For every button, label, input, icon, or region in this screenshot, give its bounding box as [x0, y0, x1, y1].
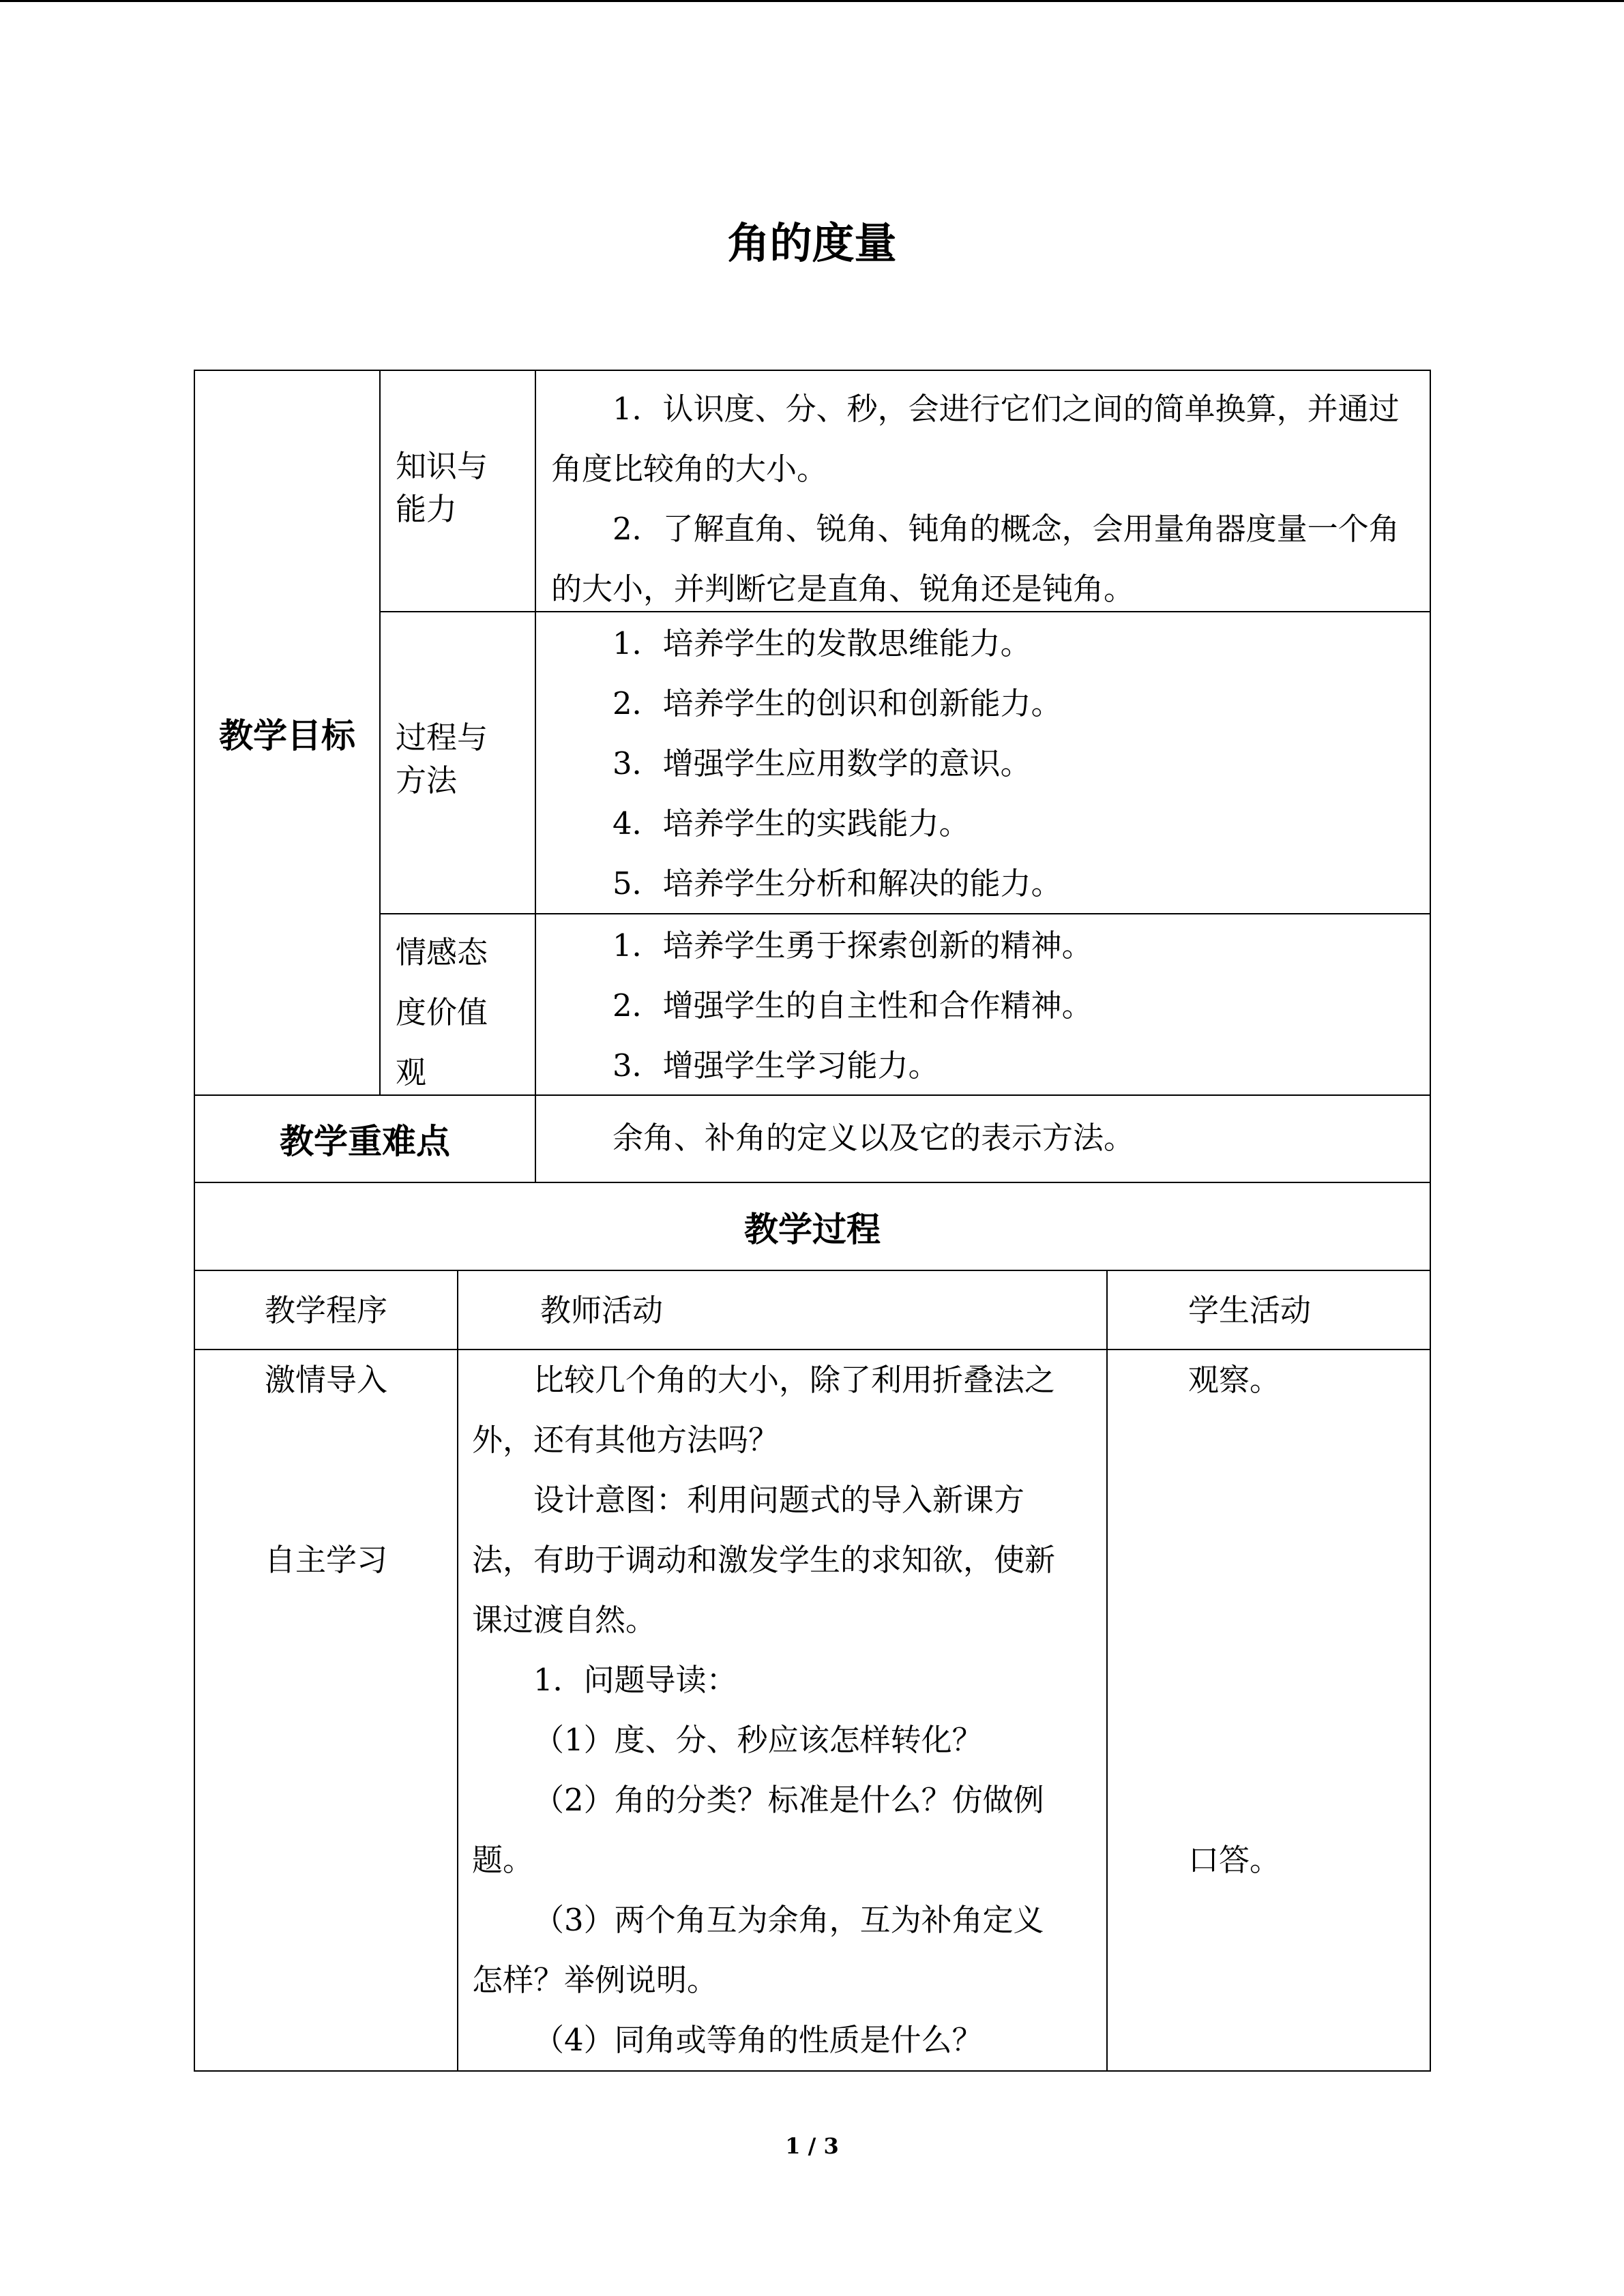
objective-label-cell-2 — [379, 611, 536, 914]
objective-label-2-line-2: 方法 — [396, 762, 458, 799]
objective-label-3-line-1: 情感态 — [396, 934, 488, 970]
key-points-header: 教学重难点 — [280, 1122, 450, 1161]
objective-label-cell-3 — [379, 913, 536, 1096]
teacher-paragraph: （3）两个角互为余角，互为补角定义怎样？举例说明。 — [472, 1902, 1044, 1998]
objective-item: 3．增强学生学习能力。 — [612, 1047, 939, 1084]
teacher-paragraph: 设计意图：利用问题式的导入新课方法，有助于调动和激发学生的求知欲，使新课过渡自然。 — [472, 1482, 1056, 1638]
objective-content-cell-1 — [535, 370, 1431, 612]
teacher-paragraph: （1）度、分、秒应该怎样转化？ — [533, 1722, 983, 1758]
objective-item: 2．增强学生的自主性和合作精神。 — [612, 987, 1093, 1024]
key-points-content-cell — [535, 1094, 1431, 1183]
objective-item: 3．增强学生应用数学的意识。 — [612, 745, 1031, 781]
student-activity-cell — [1106, 1349, 1431, 2072]
column-header-cell-student — [1106, 1270, 1431, 1350]
student-item: 口答。 — [1188, 1842, 1281, 1878]
objective-item: 2．培养学生的创识和创新能力。 — [612, 685, 1062, 721]
objective-item: 1．认识度、分、秒，会进行它们之间的简单换算，并通过角度比较角的大小。 — [551, 391, 1400, 487]
column-header-cell-program — [194, 1270, 458, 1350]
stage-label: 自主学习 — [264, 1542, 387, 1578]
page-number: 1 / 3 — [785, 2133, 839, 2159]
teacher-activity-cell — [457, 1349, 1108, 2072]
objective-label-1-line-1: 知识与 — [396, 448, 488, 484]
student-item: 观察。 — [1188, 1362, 1281, 1398]
objective-item: 5．培养学生分析和解决的能力。 — [612, 865, 1062, 901]
teacher-paragraph: 1．问题导读： — [533, 1662, 737, 1698]
objectives-header-cell — [194, 370, 381, 1096]
key-points-text: 余角、补角的定义以及它的表示方法。 — [612, 1120, 1135, 1156]
objective-label-1-line-2: 能力 — [396, 491, 458, 527]
column-header-program: 教学程序 — [264, 1292, 387, 1328]
objectives-header: 教学目标 — [219, 715, 355, 756]
top-border-line — [0, 0, 1624, 2]
page-title: 角的度量 — [727, 218, 897, 268]
teacher-paragraph: （4）同角或等角的性质是什么？ — [533, 2022, 983, 2058]
objective-item: 4．培养学生的实践能力。 — [612, 805, 970, 841]
process-header-cell — [194, 1182, 1431, 1271]
objective-content-cell-2 — [535, 611, 1431, 914]
objective-label-2-line-1: 过程与 — [396, 719, 488, 756]
column-header-student: 学生活动 — [1188, 1292, 1312, 1328]
stage-cell — [194, 1349, 458, 2072]
objective-item: 1．培养学生的发散思维能力。 — [612, 625, 1031, 661]
key-points-header-cell — [194, 1094, 536, 1183]
objective-label-cell-1 — [379, 370, 536, 612]
objective-content-cell-3 — [535, 913, 1431, 1096]
column-header-cell-teacher — [457, 1270, 1108, 1350]
teacher-paragraph: 比较几个角的大小，除了利用折叠法之外，还有其他方法吗？ — [472, 1362, 1056, 1458]
objective-item: 2．了解直角、锐角、钝角的概念，会用量角器度量一个角的大小，并判断它是直角、锐角还是钝角。 — [551, 511, 1400, 607]
process-header: 教学过程 — [744, 1209, 881, 1249]
teacher-paragraph: （2）角的分类？标准是什么？仿做例题。 — [472, 1782, 1044, 1878]
stage-label: 激情导入 — [264, 1362, 387, 1398]
objective-label-3-line-2: 度价值 — [396, 994, 488, 1030]
objective-label-3-line-3: 观 — [396, 1054, 427, 1090]
column-header-teacher: 教师活动 — [540, 1292, 664, 1328]
objective-item: 1．培养学生勇于探索创新的精神。 — [612, 927, 1093, 964]
